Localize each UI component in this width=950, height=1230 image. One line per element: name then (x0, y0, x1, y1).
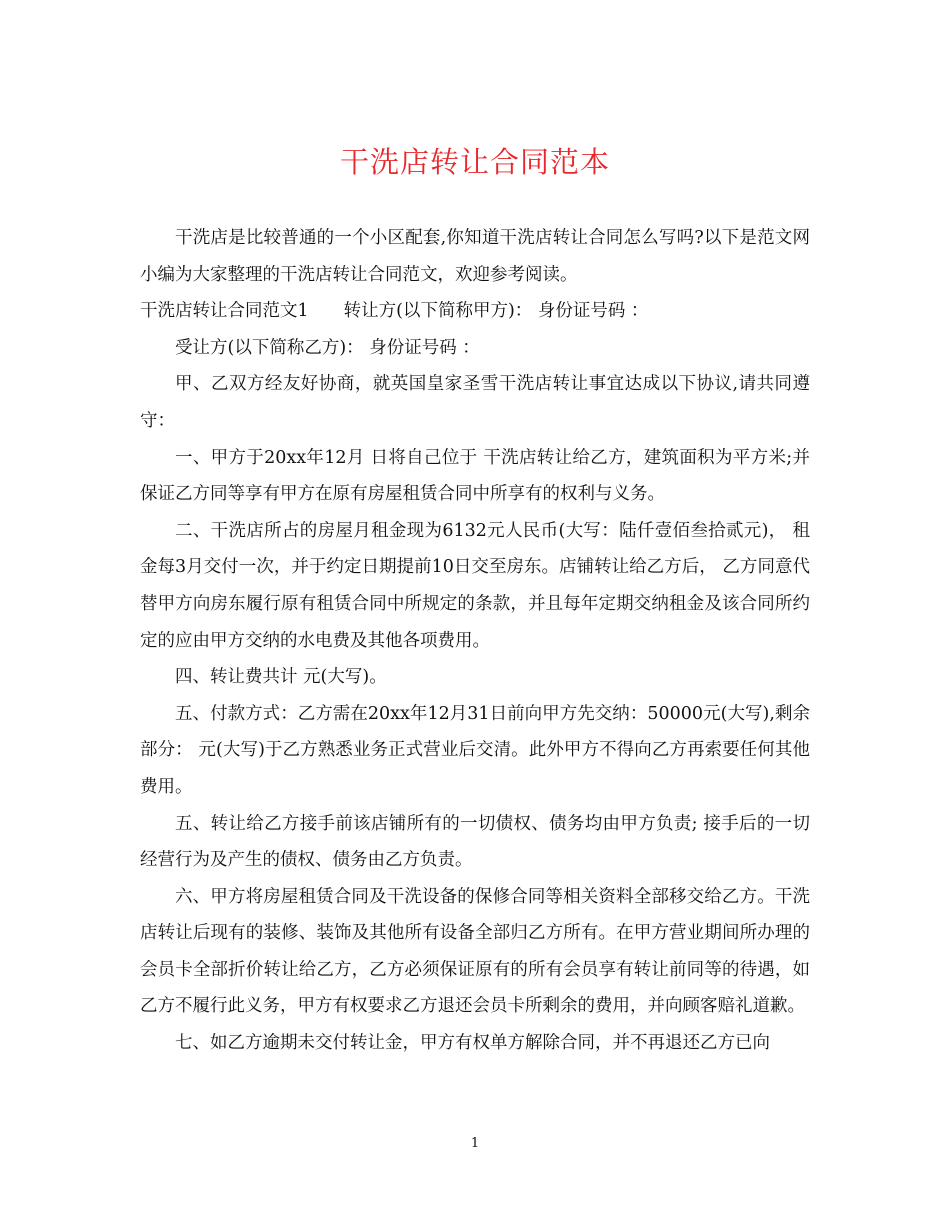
document-title: 干洗店转让合同范本 (339, 145, 610, 179)
clause-6: 六、甲方将房屋租赁合同及干洗设备的保修合同等相关资料全部移交给乙方。干洗店转让后现有的装修、装饰及其他所有设备全部归乙方所有。在甲方营业期间所办理的会员卡全部折价转让给乙方，乙方必须保证原有的所有会员享有转让前同等的待遇，如乙方不履行此义务，甲方有权要求乙方退还会员卡所剩余的费用，并向顾客赔礼道歉。 (140, 886, 810, 1017)
clause-4: 四、转让费共计 元(大写)。 (175, 667, 387, 688)
document-body (140, 220, 810, 1062)
clause-7: 七、如乙方逾期未交付转让金，甲方有权单方解除合同，并不再退还乙方已向 (175, 1033, 770, 1054)
paragraph-intro: 干洗店是比较普通的一个小区配套,你知道干洗店转让合同怎么写吗?以下是范文网小编为大家整理的干洗店转让合同范文，欢迎参考阅读。 (140, 228, 810, 285)
page-number: 1 (470, 1136, 480, 1151)
clause-5-payment: 五、付款方式：乙方需在20xx年12月31日前向甲方先交纳：50000元(大写),剩余部分： 元(大写)于乙方熟悉业务正式营业后交清。此外甲方不得向乙方再索要任何其他费用。 (140, 703, 810, 797)
clause-2: 二、干洗店所占的房屋月租金现为6132元人民币(大写：陆仟壹佰叁拾贰元)， 租金每3月交付一次，并于约定日期提前10日交至房东。店铺转让给乙方后， 乙方同意代替甲方向房东履行原有租赁合同中所规定的条款，并且每年定期交纳租金及该合同所约定的应由甲方交纳的水电费及其他各项费用。 (140, 520, 810, 651)
paragraph-agreement: 甲、乙双方经友好协商，就英国皇家圣雪干洗店转让事宜达成以下协议,请共同遵守： (140, 374, 810, 431)
paragraph-transferee: 受让方(以下简称乙方)： 身份证号码 ： (175, 337, 480, 358)
clause-1: 一、甲方于20xx年12月 日将自己位于 干洗店转让给乙方，建筑面积为平方米;并保证乙方同等享有甲方在原有房屋租赁合同中所享有的权利与义务。 (140, 447, 810, 505)
clause-5-debts: 五、转让给乙方接手前该店铺所有的一切债权、债务均由甲方负责; 接手后的一切经营行为及产生的债权、债务由乙方负责。 (140, 813, 810, 871)
paragraph-transferor: 干洗店转让合同范文1 转让方(以下简称甲方)： 身份证号码 ： (140, 301, 649, 322)
